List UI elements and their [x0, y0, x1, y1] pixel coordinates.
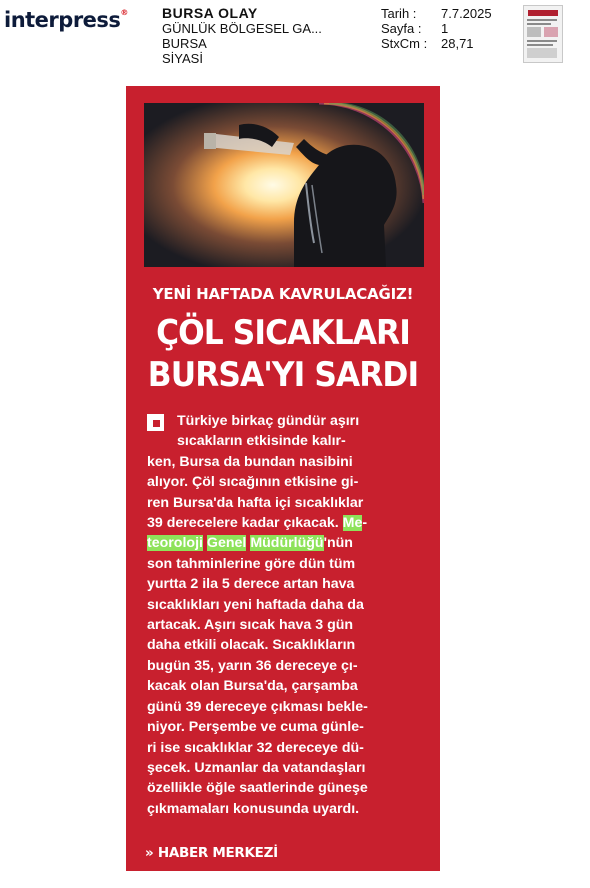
publication-city: BURSA [162, 36, 207, 51]
body-text: 'nün [323, 535, 353, 552]
logo-text: interpress [4, 8, 121, 32]
publication-meta [162, 6, 322, 66]
highlight-me: Me [342, 515, 363, 532]
highlight-genel: Genel [206, 535, 247, 552]
body-line: kacak olan Bursa'da, çarşamba [147, 678, 358, 695]
clip-info [381, 6, 492, 51]
body-line: ri ise sıcaklıklar 32 dereceye dü- [147, 739, 364, 756]
body-line: bugün 35, yarın 36 dereceye çı- [147, 657, 358, 674]
date-value: 7.7.2025 [441, 6, 492, 21]
date-label: Tarih : [381, 6, 417, 21]
article-body [147, 411, 425, 819]
headline-line-1: ÇÖL SICAKLARI [156, 313, 410, 353]
body-line: alıyor. Çöl sıcağının etkisine gi- [147, 474, 359, 491]
body-line: 39 derecelere kadar çıkacak. Me- [147, 515, 368, 532]
article-byline: » HABER MERKEZİ [145, 845, 278, 861]
headline-line-2: BURSA'YI SARDI [147, 355, 419, 395]
page-value: 1 [441, 21, 449, 36]
body-line: şecek. Uzmanlar da vatandaşları [147, 759, 366, 776]
body-line: özellikle öğle saatlerinde güneşe [147, 780, 368, 797]
news-clipping [126, 86, 440, 871]
body-text: 39 derecelere kadar çıkacak. [147, 515, 339, 532]
body-line: sıcakların etkisinde kalır- [177, 433, 346, 450]
body-line: ren Bursa'da hafta içi sıcaklıklar [147, 494, 364, 511]
registered-mark-icon: ® [120, 8, 128, 17]
body-line [147, 533, 425, 553]
body-line: yurtta 2 ila 5 derece artan hava [147, 576, 355, 593]
article-kicker: YENİ HAFTADA KAVRULACAĞIZ! [152, 285, 414, 303]
body-line: ken, Bursa da bundan nasibini [147, 453, 353, 470]
body-line: son tahminlerine göre dün tüm [147, 555, 356, 572]
stxcm-value: 28,71 [441, 36, 474, 51]
stxcm-label: StxCm : [381, 36, 428, 51]
highlight-mudurlugu: Müdürlüğü [250, 535, 324, 552]
interpress-logo [4, 8, 128, 32]
article-photo [144, 103, 424, 267]
body-line: günü 39 dereceye çıkması bekle- [147, 698, 368, 715]
article-headline [126, 312, 440, 396]
body-line: daha etkili olacak. Sıcaklıkların [147, 637, 356, 654]
body-line: niyor. Perşembe ve cuma günle- [147, 719, 364, 736]
publication-type: GÜNLÜK BÖLGESEL GA... [162, 21, 322, 36]
page-label: Sayfa : [381, 21, 422, 36]
page-thumbnail[interactable] [523, 5, 563, 63]
body-line: artacak. Aşırı sıcak hava 3 gün [147, 617, 354, 634]
publication-section: SİYASİ [162, 51, 203, 66]
body-line: çıkmamaları konusunda uyardı. [147, 800, 360, 817]
sun-drinking-photo [144, 103, 424, 267]
highlight-teoroloji: teoroloji [147, 535, 203, 552]
body-line: Türkiye birkaç gündür aşırı [177, 413, 360, 429]
body-line: sıcaklıkları yeni haftada daha da [147, 596, 364, 613]
publication-name: BURSA OLAY [162, 5, 258, 21]
